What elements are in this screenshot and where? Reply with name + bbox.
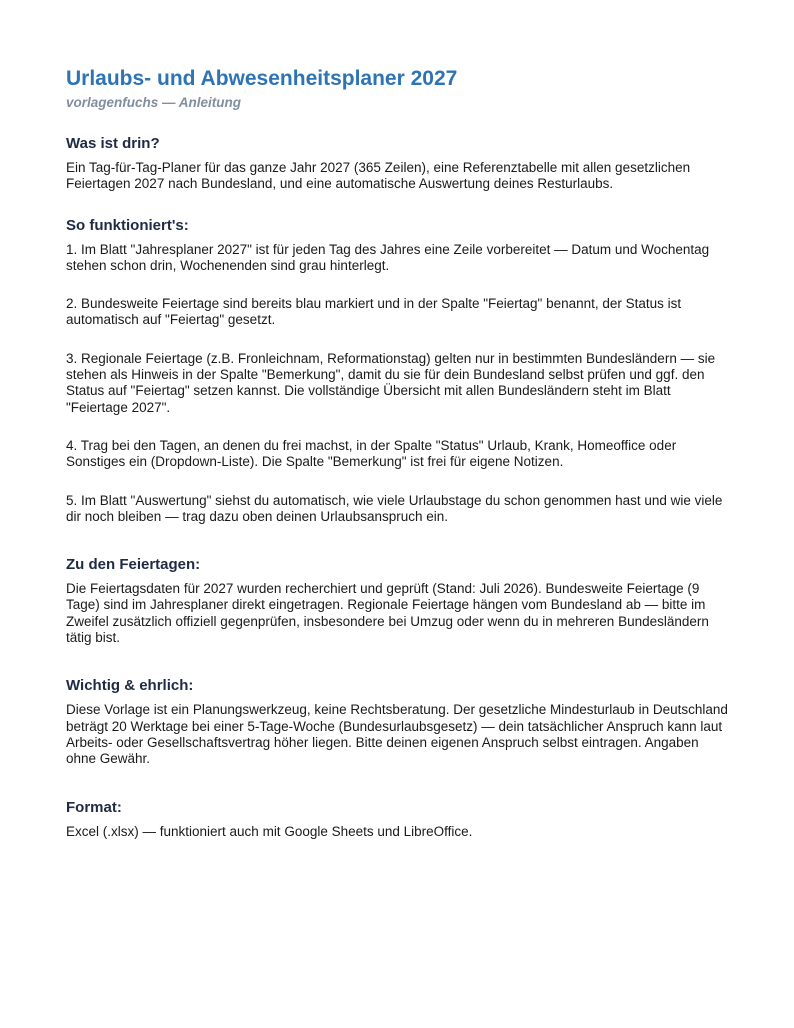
section-heading-howto: So funktioniert's: xyxy=(66,216,189,234)
section-text-format: Excel (.xlsx) — funktioniert auch mit Google Sheets und LibreOffice. xyxy=(66,823,473,839)
section-text-holidays: Die Feiertagsdaten für 2027 wurden recherchiert und geprüft (Stand: Juli 2026). Bundesweite Feiertage (9 Tage) sind im Jahresplaner direkt eingetragen. Regionale Feiertage hängen vom Bundesland ab — bitte im Zweifel zusätzlich offiziell gegenprüfen, insbesondere bei Umzug oder wenn du in mehreren Bundesländern tätig bist. xyxy=(66,581,709,646)
howto-step-1: 1. Im Blatt "Jahresplaner 2027" ist für jeden Tag des Jahres eine Zeile vorbereitet — Datum und Wochentag stehen schon drin, Wochenenden sind grau hinterlegt. xyxy=(66,241,710,273)
document-subtitle: vorlagenfuchs — Anleitung xyxy=(66,95,242,110)
howto-step-5: 5. Im Blatt "Auswertung" siehst du automatisch, wie viele Urlaubstage du schon genommen hast und wie viele dir noch bleiben — trag dazu oben deinen Urlaubsanspruch ein. xyxy=(66,492,723,524)
document-page xyxy=(66,66,730,840)
howto-step-4: 4. Trag bei den Tagen, an denen du frei machst, in der Spalte "Status" Urlaub, Krank, Homeoffice oder Sonstiges ein (Dropdown-Liste). Die Spalte "Bemerkung" ist frei für eigene Notizen. xyxy=(66,437,677,470)
section-text-contents: Ein Tag-für-Tag-Planer für das ganze Jahr 2027 (365 Zeilen), eine Referenztabelle mit allen gesetzlichen Feiertagen 2027 nach Bundesland, und eine automatische Auswertung deines Resturlaubs. xyxy=(66,160,691,192)
section-heading-holidays: Zu den Feiertagen: xyxy=(66,556,201,574)
document-title: Urlaubs- und Abwesenheitsplaner 2027 xyxy=(66,67,458,90)
section-heading-contents: Was ist drin? xyxy=(66,135,160,152)
section-heading-disclaimer: Wichtig & ehrlich: xyxy=(66,677,194,695)
section-text-disclaimer: Diese Vorlage ist ein Planungswerkzeug, keine Rechtsberatung. Der gesetzliche Mindesturlaub in Deutschland beträgt 20 Werktage bei einer 5-Tage-Woche (Bundesurlaubsgesetz) — dein tatsächlicher Anspruch kann laut Arbeits- oder Gesellschaftsvertrag höher liegen. Bitte deinen eigenen Anspruch selbst eintragen. Angaben ohne Gewähr. xyxy=(66,702,728,767)
howto-step-3: 3. Regionale Feiertage (z.B. Fronleichnam, Reformationstag) gelten nur in bestimmten Bundesländern — sie stehen als Hinweis in der Spalte "Bemerkung", damit du sie für dein Bundesland selbst prüfen und ggf. den Status auf "Feiertag" setzen kannst. Die vollständige Übersicht mit allen Bundesländern steht im Blatt "Feiertage 2027". xyxy=(66,350,716,415)
section-heading-format: Format: xyxy=(66,798,122,816)
howto-step-2: 2. Bundesweite Feiertage sind bereits blau markiert und in der Spalte "Feiertag" benannt, der Status ist automatisch auf "Feiertag" gesetzt. xyxy=(66,296,682,328)
